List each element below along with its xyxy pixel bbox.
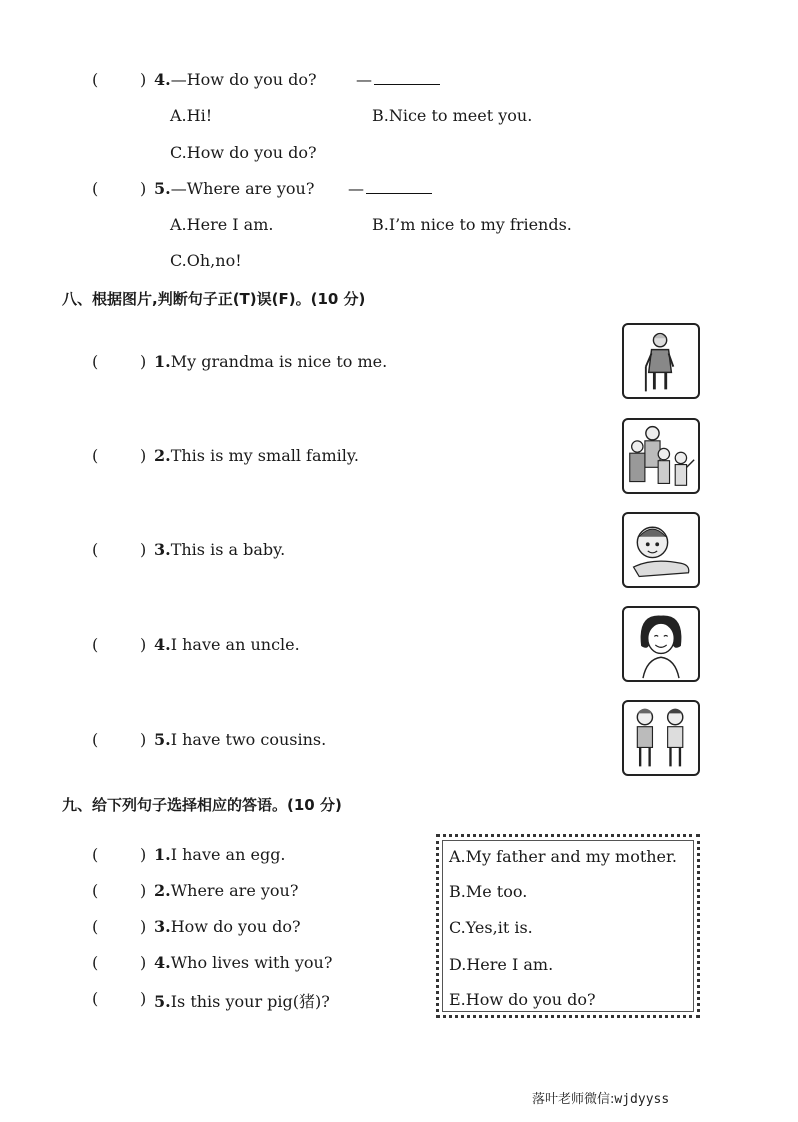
answer-paren-open: ( <box>92 540 99 559</box>
tf-item-3 <box>154 540 285 559</box>
question-number: 5. <box>154 992 171 1011</box>
answer-paren-open: ( <box>92 179 99 198</box>
answer-option-e: E.How do you do? <box>449 990 596 1009</box>
reply-blank <box>348 179 432 198</box>
answer-paren-open: ( <box>92 989 99 1008</box>
answer-paren-close: ) <box>140 179 147 198</box>
question-7-4 <box>154 70 317 89</box>
option-c: C.Oh,no! <box>170 251 242 270</box>
grandma-picture <box>622 323 700 399</box>
option-b: B.Nice to meet you. <box>372 106 533 125</box>
answer-paren-close: ) <box>140 989 147 1008</box>
section-8-title: 八、根据图片,判断句子正(T)误(F)。(10 分) <box>62 290 366 308</box>
match-item-5 <box>154 989 330 1012</box>
answer-paren-close: ) <box>140 953 147 972</box>
question-text: —Where are you? <box>170 179 315 198</box>
answer-blank-line[interactable] <box>374 70 440 85</box>
question-text: I have an uncle. <box>170 635 300 654</box>
answer-blank-line[interactable] <box>366 179 432 194</box>
question-number: 1. <box>154 352 171 371</box>
answer-paren-open: ( <box>92 881 99 900</box>
baby-icon <box>624 514 698 586</box>
answer-paren-open: ( <box>92 845 99 864</box>
question-number: 4. <box>154 70 171 89</box>
question-number: 5. <box>154 179 171 198</box>
footer-watermark <box>532 1088 669 1107</box>
answer-paren-open: ( <box>92 70 99 89</box>
question-number: 2. <box>154 881 171 900</box>
answer-paren-open: ( <box>92 917 99 936</box>
question-7-5 <box>154 179 314 198</box>
question-text: —How do you do? <box>170 70 317 89</box>
match-item-4 <box>154 953 332 972</box>
answer-paren-close: ) <box>140 70 147 89</box>
woman-picture <box>622 606 700 682</box>
answer-options-box <box>436 834 700 1018</box>
question-number: 5. <box>154 730 171 749</box>
answer-paren-close: ) <box>140 917 147 936</box>
question-text: This is a baby. <box>170 540 286 559</box>
question-text: I have two cousins. <box>170 730 327 749</box>
answer-option-d: D.Here I am. <box>449 955 554 974</box>
tf-item-1 <box>154 352 387 371</box>
question-text: This is my small family. <box>170 446 359 465</box>
match-item-1 <box>154 845 286 864</box>
question-number: 4. <box>154 635 171 654</box>
answer-paren-close: ) <box>140 540 147 559</box>
reply-dash: — <box>356 70 372 89</box>
section-9-title: 九、给下列句子选择相应的答语。(10 分) <box>62 796 342 814</box>
footer-id: wjdyyss <box>614 1092 670 1107</box>
answer-paren-close: ) <box>140 446 147 465</box>
tf-item-2 <box>154 446 359 465</box>
family-icon <box>624 420 698 492</box>
grandma-icon <box>624 325 698 397</box>
question-text: Who lives with you? <box>170 953 333 972</box>
answer-paren-open: ( <box>92 953 99 972</box>
answer-paren-close: ) <box>140 845 147 864</box>
answer-option-a: A.My father and my mother. <box>449 847 677 866</box>
answer-option-b: B.Me too. <box>449 882 528 901</box>
option-a: A.Here I am. <box>170 215 274 234</box>
woman-icon <box>624 608 698 680</box>
baby-picture <box>622 512 700 588</box>
answer-paren-open: ( <box>92 730 99 749</box>
answer-paren-close: ) <box>140 352 147 371</box>
question-number: 3. <box>154 540 171 559</box>
answer-paren-close: ) <box>140 881 147 900</box>
question-number: 4. <box>154 953 171 972</box>
family-picture <box>622 418 700 494</box>
reply-blank <box>356 70 440 89</box>
answer-paren-open: ( <box>92 352 99 371</box>
question-number: 2. <box>154 446 171 465</box>
question-text: Is this your pig(猪)? <box>170 992 330 1011</box>
cousins-picture <box>622 700 700 776</box>
match-item-3 <box>154 917 301 936</box>
answer-paren-open: ( <box>92 635 99 654</box>
question-text: Where are you? <box>170 881 299 900</box>
cousins-icon <box>624 702 698 774</box>
tf-item-5 <box>154 730 326 749</box>
question-text: I have an egg. <box>170 845 286 864</box>
question-number: 1. <box>154 845 171 864</box>
answer-option-c: C.Yes,it is. <box>449 918 533 937</box>
option-c: C.How do you do? <box>170 143 317 162</box>
option-a: A.Hi! <box>170 106 213 125</box>
footer-label: 落叶老师微信: <box>532 1092 615 1107</box>
question-text: How do you do? <box>170 917 301 936</box>
tf-item-4 <box>154 635 300 654</box>
reply-dash: — <box>348 179 364 198</box>
match-item-2 <box>154 881 298 900</box>
option-b: B.I’m nice to my friends. <box>372 215 572 234</box>
answer-paren-close: ) <box>140 635 147 654</box>
answer-paren-open: ( <box>92 446 99 465</box>
question-text: My grandma is nice to me. <box>170 352 388 371</box>
question-number: 3. <box>154 917 171 936</box>
answer-paren-close: ) <box>140 730 147 749</box>
